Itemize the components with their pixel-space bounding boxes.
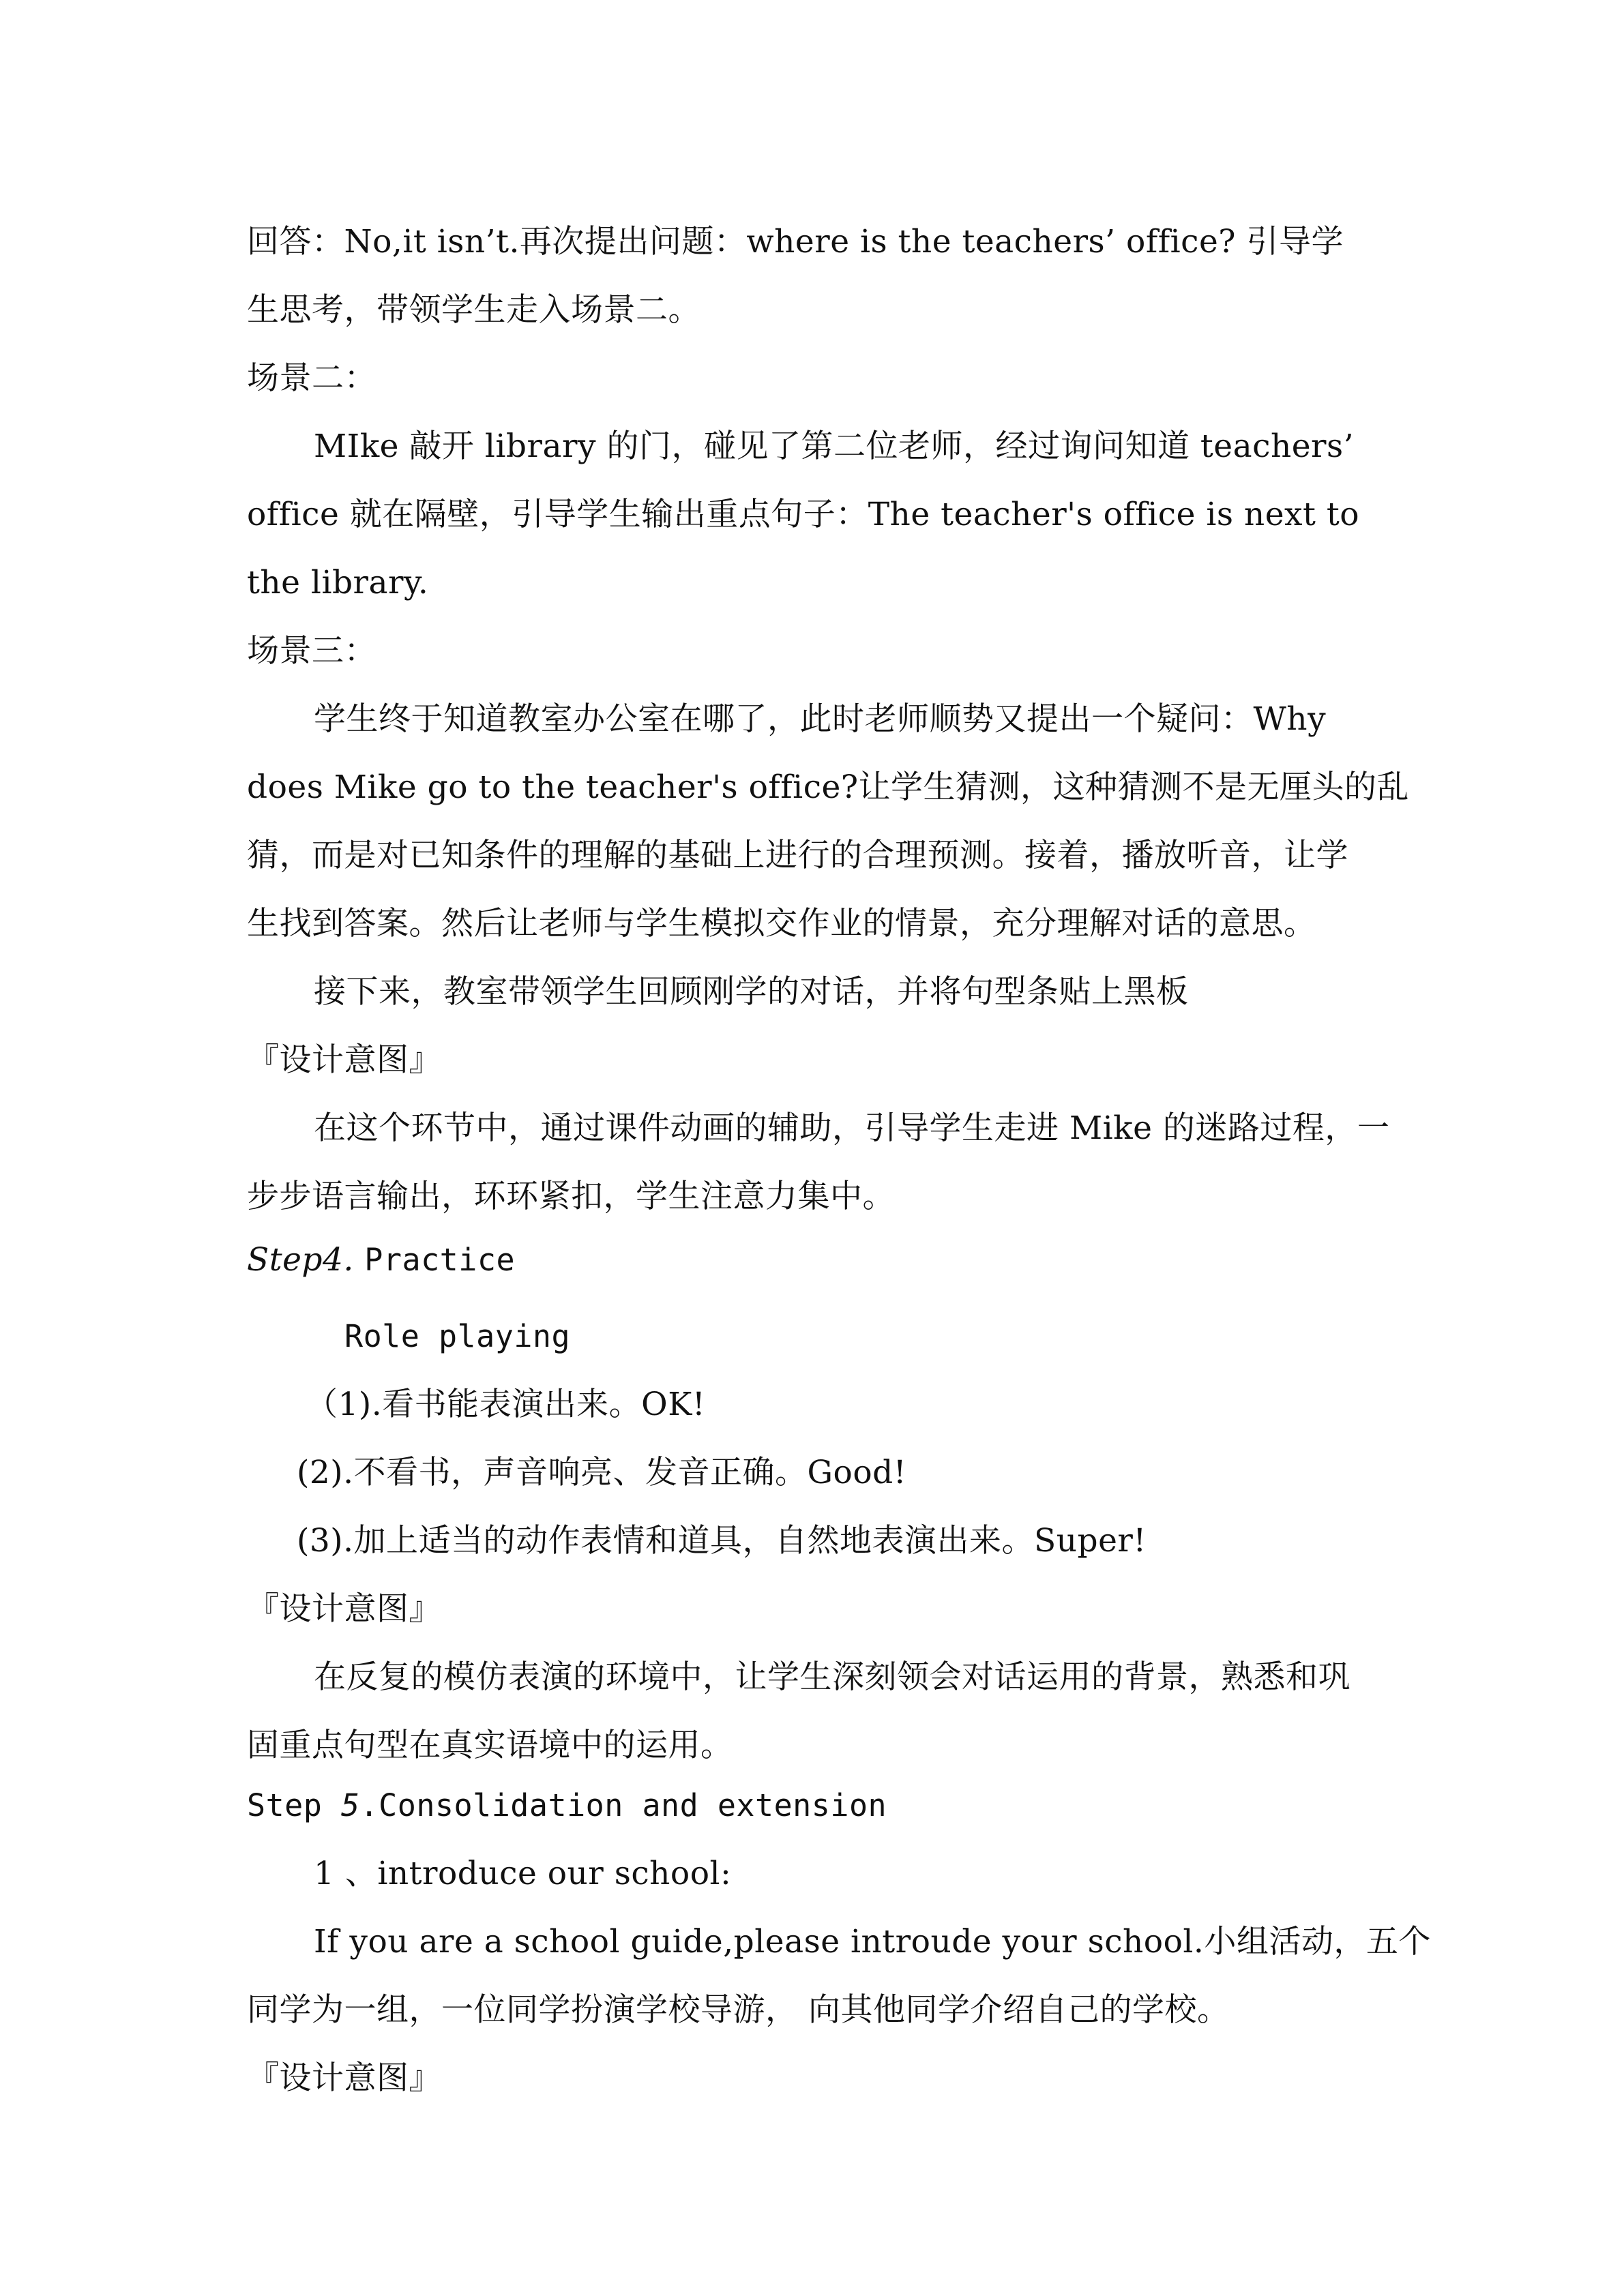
paragraph-line: If you are a school guide,please introude your school.小组活动，五个	[314, 1923, 1431, 1960]
paragraph-line: 同学为一组，一位同学扮演学校导游， 向其他同学介绍自己的学校。	[247, 1991, 1230, 2029]
paragraph-line: 在反复的模仿表演的环境中，让学生深刻领会对话运用的背景，熟悉和巩	[314, 1658, 1350, 1696]
list-item: (3).加上适当的动作表情和道具，自然地表演出来。Super!	[297, 1522, 1147, 1560]
paragraph-line: the library.	[247, 564, 429, 601]
step4-heading	[247, 1240, 515, 1281]
design-intent-heading: 『设计意图』	[247, 2059, 441, 2097]
section-heading: 场景三：	[247, 632, 377, 670]
design-intent-heading: 『设计意图』	[247, 1041, 441, 1079]
paragraph-line: does Mike go to the teacher's office?让学生猜测，这种猜测不是无厘头的乱	[247, 769, 1410, 806]
list-item: (2).不看书，声音响亮、发音正确。Good!	[297, 1454, 907, 1491]
step4-label: Step4.	[247, 1241, 354, 1279]
step5-prefix: Step	[247, 1787, 323, 1823]
paragraph-line: 固重点句型在真实语境中的运用。	[247, 1727, 733, 1764]
design-intent-heading: 『设计意图』	[247, 1590, 441, 1628]
step4-title: Practice	[364, 1242, 516, 1278]
activity-title: Role playing	[344, 1318, 571, 1354]
list-item: （1).看书能表演出来。OK!	[306, 1386, 706, 1423]
list-item: 1 、introduce our school:	[314, 1855, 732, 1892]
paragraph-line: 接下来，教室带领学生回顾刚学的对话，并将句型条贴上黑板	[314, 973, 1189, 1011]
step5-title: .Consolidation and extension	[359, 1787, 887, 1823]
paragraph-line: 在这个环节中，通过课件动画的辅助，引导学生走进 Mike 的迷路过程，一	[314, 1109, 1390, 1147]
paragraph-line: 步步语言输出，环环紧扣，学生注意力集中。	[247, 1178, 895, 1215]
paragraph-line: 猜，而是对已知条件的理解的基础上进行的合理预测。接着，播放听音，让学	[247, 837, 1348, 874]
paragraph-line: 学生终于知道教室办公室在哪了，此时老师顺势又提出一个疑问：Why	[314, 700, 1327, 738]
paragraph-line: office 就在隔壁，引导学生输出重点句子：The teacher's office is next to	[247, 496, 1360, 533]
paragraph-line: 生找到答案。然后让老师与学生模拟交作业的情景，充分理解对话的意思。	[247, 905, 1316, 942]
paragraph-line: 回答：No,it isn’t.再次提出问题：where is the teachers’ office? 引导学	[247, 223, 1344, 260]
paragraph-line: 生思考，带领学生走入场景二。	[247, 291, 700, 329]
step5-heading	[247, 1785, 887, 1826]
section-heading: 场景二：	[247, 359, 377, 397]
paragraph-line: MIke 敲开 library 的门，碰见了第二位老师，经过询问知道 teachers’	[314, 428, 1355, 465]
step5-number: 5	[340, 1787, 360, 1823]
